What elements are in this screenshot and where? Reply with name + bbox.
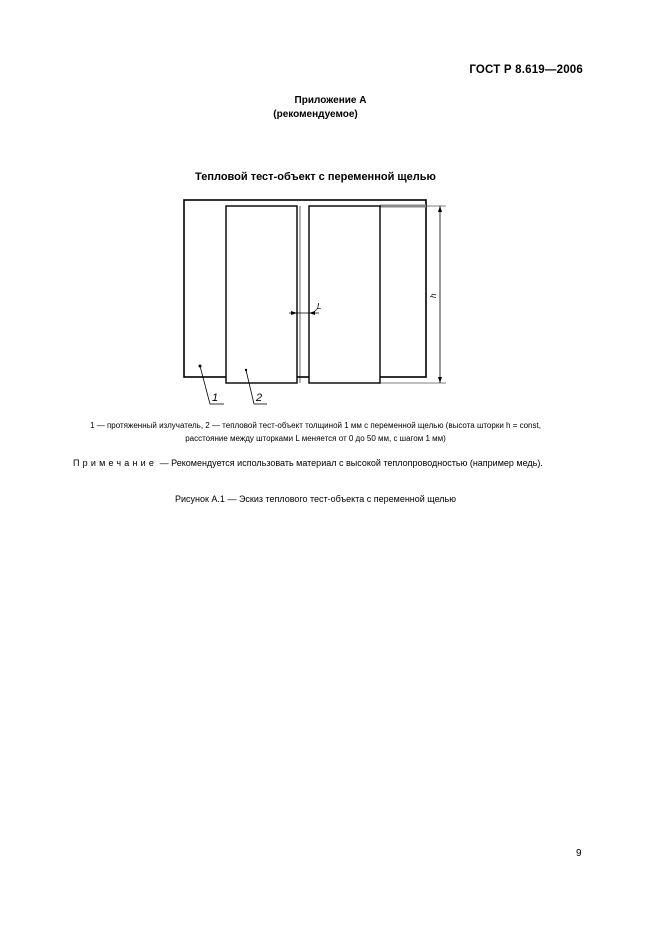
note-heading: Примечание bbox=[73, 458, 158, 468]
gap-label: L bbox=[317, 302, 322, 311]
figure-note bbox=[73, 456, 580, 470]
figure-legend-line-2: расстояние между шторками L меняется от 0 до 50 мм, с шагом 1 мм) bbox=[185, 434, 446, 443]
annex-title: Приложение А bbox=[294, 95, 367, 106]
right-shutter bbox=[309, 206, 380, 383]
figure-legend-line-1: 1 — протяженный излучатель, 2 — тепловой тест-объект толщиной 1 мм с переменной щелью (высота шторки h = const, bbox=[90, 421, 541, 430]
callout-1-leader bbox=[200, 366, 210, 404]
callout-2-label: 2 bbox=[256, 392, 263, 404]
note-text: — Рекомендуется использовать материал с высокой теплопроводностью (например медь). bbox=[159, 458, 543, 468]
height-arrow-top bbox=[438, 206, 442, 212]
height-arrow-bottom bbox=[438, 377, 442, 383]
figure-heading: Тепловой тест-объект с переменной щелью bbox=[195, 171, 436, 183]
document-code: ГОСТ Р 8.619—2006 bbox=[469, 64, 583, 76]
figure-caption: Рисунок А.1 — Эскиз теплового тест-объекта с переменной щелью bbox=[174, 494, 456, 504]
page-number: 9 bbox=[576, 848, 582, 859]
height-label: h bbox=[429, 293, 438, 298]
callout-1-label: 1 bbox=[212, 392, 219, 404]
annex-status: (рекомендуемое) bbox=[273, 109, 358, 120]
emitter-rect bbox=[184, 200, 426, 377]
left-shutter bbox=[226, 206, 297, 383]
